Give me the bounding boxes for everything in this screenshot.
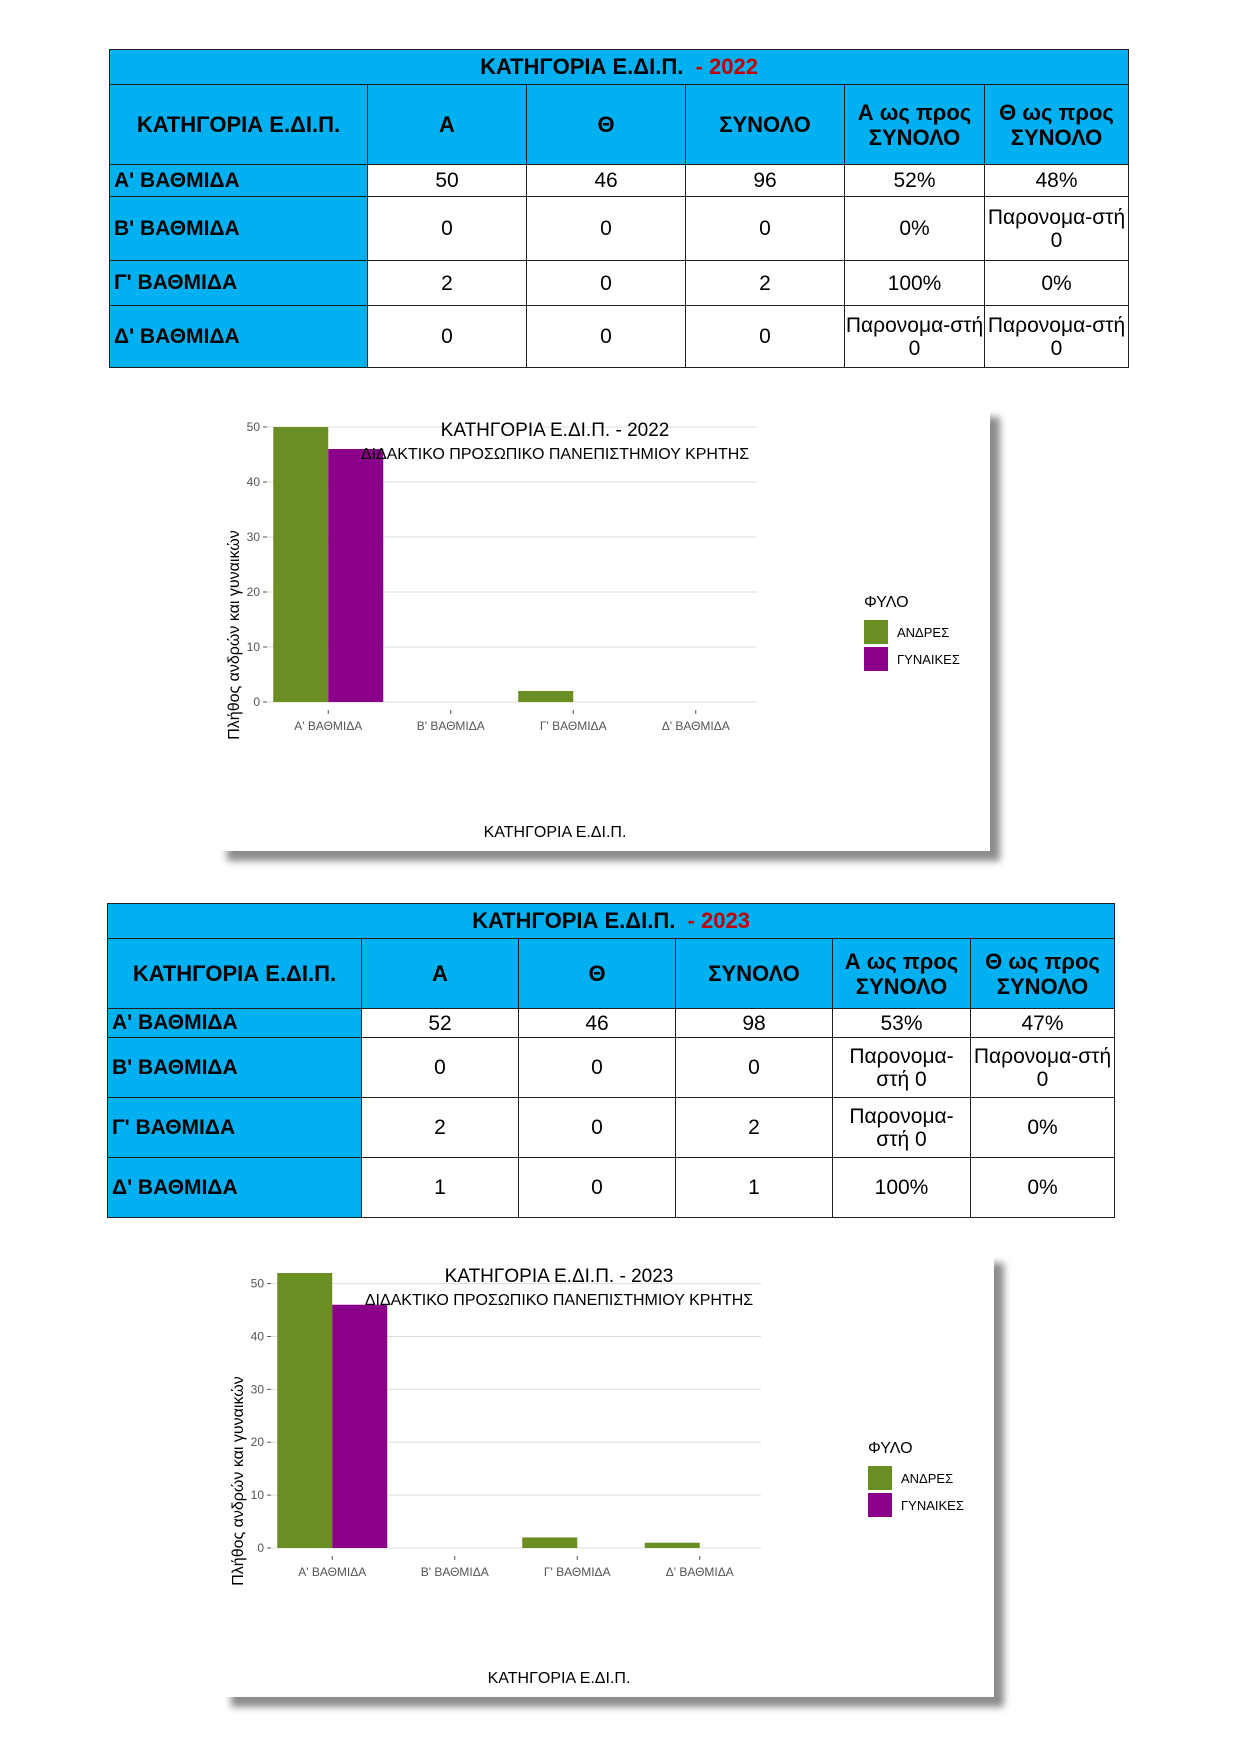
bar: [522, 1537, 577, 1548]
bar: [518, 691, 573, 702]
cell-women-ratio: Παρονομα-στή 0: [971, 1038, 1115, 1098]
cell-women-ratio: Παρονομα-στή 0: [985, 306, 1129, 368]
row-label: Α' ΒΑΘΜΙΔΑ: [108, 1009, 362, 1038]
cell-men: 2: [368, 261, 527, 306]
x-tick-label: Α' ΒΑΘΜΙΔΑ: [294, 719, 363, 733]
table-row: [108, 1038, 1115, 1098]
cell-men: 52: [362, 1009, 519, 1038]
cell-total: 0: [676, 1038, 833, 1098]
y-tick-label: 20: [250, 1435, 264, 1450]
y-tick-label: 50: [250, 1276, 264, 1291]
chart-title: ΚΑΤΗΓΟΡΙΑ Ε.ΔΙ.Π. - 2023: [444, 1266, 674, 1287]
cell-men-ratio: 0%: [845, 197, 985, 261]
cell-total: 96: [686, 165, 845, 197]
plot-area: [251, 1273, 761, 1579]
chart-subtitle: ΔΙΔΑΚΤΙΚΟ ΠΡΟΣΩΠΙΚΟ ΠΑΝΕΠΙΣΤΗΜΙΟΥ ΚΡΗΤΗΣ: [360, 446, 750, 463]
cell-total: 1: [676, 1158, 833, 1218]
cell-women: 0: [527, 306, 686, 368]
table-row: [110, 165, 1129, 197]
cell-women: 0: [519, 1038, 676, 1098]
row-label: Δ' ΒΑΘΜΙΔΑ: [108, 1158, 362, 1218]
legend-label-men: ΑΝΔΡΕΣ: [901, 1471, 954, 1486]
cell-women: 0: [519, 1098, 676, 1158]
cell-men-ratio: 100%: [833, 1158, 971, 1218]
legend-label-men: ΑΝΔΡΕΣ: [897, 625, 950, 640]
legend-title: ΦΥΛΟ: [864, 594, 909, 611]
x-tick-label: Α' ΒΑΘΜΙΔΑ: [298, 1565, 367, 1579]
x-tick-label: Γ' ΒΑΘΜΙΔΑ: [539, 719, 607, 733]
x-axis-label: ΚΑΤΗΓΟΡΙΑ Ε.ΔΙ.Π.: [483, 824, 627, 841]
cell-men: 0: [368, 197, 527, 261]
cell-men-ratio: Παρονομα-στή 0: [845, 306, 985, 368]
legend-label-women: ΓΥΝΑΙΚΕΣ: [901, 1498, 964, 1513]
header-category: ΚΑΤΗΓΟΡΙΑ Ε.ΔΙ.Π.: [108, 939, 362, 1009]
y-tick-label: 30: [250, 1382, 264, 1397]
table-title: [110, 50, 1129, 85]
chart-svg: [217, 407, 990, 851]
cell-women: 46: [519, 1009, 676, 1038]
table-row: [110, 306, 1129, 368]
cell-men-ratio: 53%: [833, 1009, 971, 1038]
y-tick-label: 40: [250, 1329, 264, 1344]
cell-men-ratio: 100%: [845, 261, 985, 306]
table-title-year: - 2022: [695, 54, 758, 79]
cell-men: 2: [362, 1098, 519, 1158]
header-men: Α: [368, 85, 527, 165]
cell-women-ratio: 0%: [971, 1158, 1115, 1218]
y-tick-label: 10: [250, 1488, 264, 1503]
header-category: ΚΑΤΗΓΟΡΙΑ Ε.ΔΙ.Π.: [110, 85, 368, 165]
cell-women: 0: [527, 197, 686, 261]
table-title: [108, 904, 1115, 939]
header-women-ratio: Θ ως προς ΣΥΝΟΛΟ: [985, 85, 1129, 165]
cell-women-ratio: 47%: [971, 1009, 1115, 1038]
cell-total: 2: [676, 1098, 833, 1158]
table-row: [108, 1098, 1115, 1158]
x-tick-label: Γ' ΒΑΘΜΙΔΑ: [543, 1565, 611, 1579]
cell-women: 0: [527, 261, 686, 306]
header-women-ratio: Θ ως προς ΣΥΝΟΛΟ: [971, 939, 1115, 1009]
bar: [332, 1305, 387, 1548]
y-axis-label: Πλήθος ανδρών και γυναικών: [230, 1376, 247, 1586]
legend-swatch-women: [864, 647, 888, 671]
table-row: [108, 1009, 1115, 1038]
cell-men: 0: [362, 1038, 519, 1098]
row-label: Δ' ΒΑΘΜΙΔΑ: [110, 306, 368, 368]
x-tick-label: Δ' ΒΑΘΜΙΔΑ: [661, 719, 730, 733]
row-label: Α' ΒΑΘΜΙΔΑ: [110, 165, 368, 197]
cell-men-ratio: Παρονομα-στή 0: [833, 1038, 971, 1098]
cell-total: 2: [686, 261, 845, 306]
header-men: Α: [362, 939, 519, 1009]
legend-swatch-women: [868, 1493, 892, 1517]
cell-men: 0: [368, 306, 527, 368]
table-row: [110, 197, 1129, 261]
chart-title: ΚΑΤΗΓΟΡΙΑ Ε.ΔΙ.Π. - 2022: [440, 420, 670, 441]
y-tick-label: 0: [253, 695, 260, 709]
bar: [645, 1543, 700, 1548]
y-axis-label: Πλήθος ανδρών και γυναικών: [226, 530, 243, 740]
cell-men: 1: [362, 1158, 519, 1218]
cell-women-ratio: 48%: [985, 165, 1129, 197]
legend-title: ΦΥΛΟ: [868, 1440, 913, 1457]
cell-women: 46: [527, 165, 686, 197]
row-label: Β' ΒΑΘΜΙΔΑ: [110, 197, 368, 261]
header-women: Θ: [527, 85, 686, 165]
legend-swatch-men: [868, 1466, 892, 1490]
header-women: Θ: [519, 939, 676, 1009]
table-title-main: ΚΑΤΗΓΟΡΙΑ Ε.ΔΙ.Π.: [472, 908, 676, 933]
table-row: [108, 1158, 1115, 1218]
cell-women: 0: [519, 1158, 676, 1218]
header-men-ratio: Α ως προς ΣΥΝΟΛΟ: [845, 85, 985, 165]
cell-women-ratio: 0%: [971, 1098, 1115, 1158]
legend-swatch-men: [864, 620, 888, 644]
cell-women-ratio: Παρονομα-στή 0: [985, 197, 1129, 261]
y-tick-label: 40: [246, 475, 260, 489]
y-tick-label: 10: [246, 640, 260, 654]
cell-total: 0: [686, 197, 845, 261]
cell-total: 0: [686, 306, 845, 368]
row-label: Β' ΒΑΘΜΙΔΑ: [108, 1038, 362, 1098]
x-axis-label: ΚΑΤΗΓΟΡΙΑ Ε.ΔΙ.Π.: [487, 1670, 631, 1687]
header-men-ratio: Α ως προς ΣΥΝΟΛΟ: [833, 939, 971, 1009]
plot-area: [247, 420, 757, 733]
table-row: [110, 261, 1129, 306]
stats-table-2022: [109, 49, 1129, 368]
table-title-year: - 2023: [687, 908, 750, 933]
bar: [328, 449, 383, 702]
bar: [273, 427, 328, 702]
cell-women-ratio: 0%: [985, 261, 1129, 306]
table-title-main: ΚΑΤΗΓΟΡΙΑ Ε.ΔΙ.Π.: [480, 54, 684, 79]
bar-chart-2023: [221, 1253, 994, 1697]
bar: [277, 1273, 332, 1548]
cell-men: 50: [368, 165, 527, 197]
cell-men-ratio: Παρονομα-στή 0: [833, 1098, 971, 1158]
cell-total: 98: [676, 1009, 833, 1038]
y-tick-label: 30: [246, 530, 260, 544]
header-total: ΣΥΝΟΛΟ: [676, 939, 833, 1009]
y-tick-label: 20: [246, 585, 260, 599]
chart-subtitle: ΔΙΔΑΚΤΙΚΟ ΠΡΟΣΩΠΙΚΟ ΠΑΝΕΠΙΣΤΗΜΙΟΥ ΚΡΗΤΗΣ: [364, 1292, 754, 1309]
x-tick-label: Β' ΒΑΘΜΙΔΑ: [420, 1565, 489, 1579]
y-tick-label: 0: [257, 1541, 264, 1555]
cell-men-ratio: 52%: [845, 165, 985, 197]
row-label: Γ' ΒΑΘΜΙΔΑ: [108, 1098, 362, 1158]
x-tick-label: Δ' ΒΑΘΜΙΔΑ: [665, 1565, 734, 1579]
stats-table-2023: [107, 903, 1115, 1218]
x-tick-label: Β' ΒΑΘΜΙΔΑ: [416, 719, 485, 733]
header-total: ΣΥΝΟΛΟ: [686, 85, 845, 165]
y-tick-label: 50: [246, 420, 260, 434]
bar-chart-2022: [217, 407, 990, 851]
chart-svg: [221, 1253, 994, 1697]
row-label: Γ' ΒΑΘΜΙΔΑ: [110, 261, 368, 306]
legend-label-women: ΓΥΝΑΙΚΕΣ: [897, 652, 960, 667]
